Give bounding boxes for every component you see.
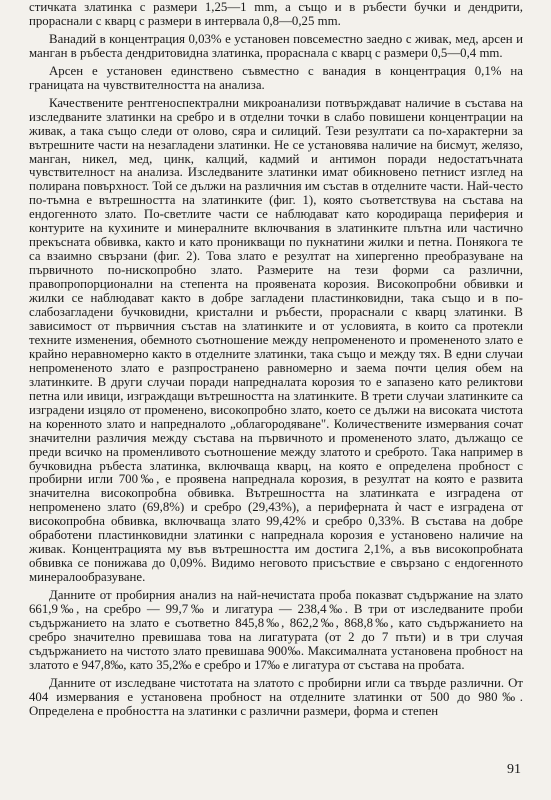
- paragraph-touchstone: Данните от изследване чистотата на златото с пробирни игли са твърде различни. От 404 измервания е установена пробност на отделните златинки от 500 до 980‰. Определена е пробността на златинки с различни размери, форма и степен: [29, 675, 523, 718]
- paragraph-arsenic: Арсен е установен единствено съвместно с ванадия в концентрация 0,1% на границата на чувствителността на анализа.: [29, 63, 523, 92]
- document-page: [29, 0, 523, 800]
- body-text: [29, 1, 523, 723]
- paragraph-assay: Данните от пробирния анализ на най-нечистата проба показват съдържание на злато 661,9‰, на сребро — 99,7‰ и лигатура — 238,4‰. В три от изследваните проби съдържанието на злато е съответно 845,8‰, 862,2‰, 868,8‰, като съдържанието на сребро значително превишава това на лигатурата (от 2 до 7 пъти) и в три случая съдържанието на чистото злато превишава 900‰. Максималната установена пробност на златото е 947,8‰, като 35,2‰ е сребро и 17‰ е лигатура от състава на пробата.: [29, 588, 523, 672]
- paragraph-microanalysis: Качествените рентгеноспектрални микроанализи потвърждават наличие в състава на изследваните златинки на сребро и в отделни точки в слабо повишени концентрации на живак, а така също следи от олово, сяра и силиций. Тези резултати са по-характерни за вътрешните части на незагладени златинки. Не се установява наличие на бисмут, желязо, манган, никел, мед, цинк, калций, кадмий и антимон поради недостатъчната чувствителност на анализа. Изследваните златинки имат обикновено петнист изглед на полирана повърхност. Той се дължи на различния им състав в отделните части. Най-често по-тъмна е вътрешността на златинките (фиг. 1), която съответствува на състава на ендогенното злато. По-светлите части се наблюдават като кородираща периферия и контурите на кухините и минералните включвания в златинките плътна или частично прекъсната обвивка, както и като проникващи по пукнатини жилки и петна. Понякога те са взаимно свързани (фиг. 2). Това злато е резултат на хипергенно преобразуване на първичното по-нископробно злато. Размерите на тези форми са различни, правопропорционални на степента на проявената корозия. Високопробни обвивки и жилки се наблюдават както в добре загладени пластинковидни, така също и в по-слабозагладени бучковидни, кристални и ръбести, прораснали с кварц златинки. В зависимост от първичния състав на златинките и от условията, в които са протекли техните изменения, обемното съотношение между непромененото и промененото злато е крайно неравномерно както в отделните златинки, така също и между тях. В едни случаи непромененото злато е разпространено равномерно и заема почти целия обем на златинките. В други случаи поради напредналата корозия то е запазено като реликтови петна или ивици, изграждащи вътрешността на златинките. В трети случаи златинките са изградени изцяло от променено, високопробно злато, което се дължи на високата чистота на коренното злато и напредналото „облагородяване". Количествените измервания сочат значителни различия между състава на първичното и промененото злато, дължащо се преди всичко на променливото съотношение между златото и среброто. Така например в бучковидна ръбеста златинка, включваща кварц, на която е определена пробност с пробирни игли 700‰, е проявена напреднала корозия, в резултат на която е развита значителна високопробна обвивка. Вътрешността на златинката е изградена от непроменено злато (69,8%) и сребро (29,43%), а периферната ѝ част е изградена от високопробна обвивка, включваща злато 99,42% и сребро 0,33%. В състава на добре обработени пластинковидни златинки с напреднала корозия е установено наличие на живак. Концентрацията му във вътрешността им достига 2,1%, а във високопробната обвивка се понижава до 0,09%. Видимо неговото присъствие е свързано с ендогенното минералообразуване.: [29, 95, 523, 585]
- paragraph-vanadium: Ванадий в концентрация 0,03% е установен повсеместно заедно с живак, мед, арсен и манган в ръбеста дендритовидна златинка, прораснала с кварц с размери 0,5—0,4 mm.: [29, 31, 523, 60]
- paragraph-continuation: стичката златинка с размери 1,25—1 mm, а също и в ръбести бучки и дендрити, прораснали с кварц с размери в интервала 0,8—0,25 mm.: [29, 0, 523, 28]
- page-number: 91: [507, 762, 521, 777]
